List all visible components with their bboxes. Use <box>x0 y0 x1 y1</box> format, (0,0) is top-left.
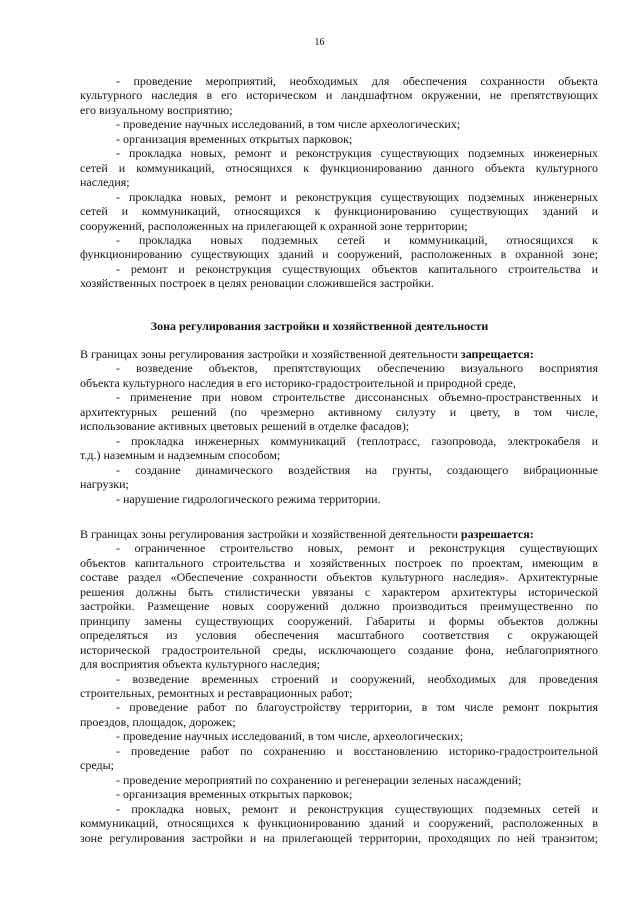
text-line: - прокладка новых подземных сетей и коммуникаций, относящихся к <box>116 232 598 247</box>
text-line: коммуникаций, относящихся к функционированию зданий и сооружений, расположенных в <box>80 816 598 831</box>
text-line: - проведение научных исследований, в том числе, археологических; <box>116 729 464 744</box>
intro-text: В границах зоны регулирования застройки и хозяйственной деятельности <box>80 347 461 361</box>
text-line: - проведение работ по сохранению и восстановлению историко-градостроительной <box>116 743 598 758</box>
text-line: наследия; <box>80 175 130 190</box>
text-line: решения должны быть стилистически увязаны с характером архитектуры исторической <box>80 584 598 599</box>
text-line: - применение при новом строительстве диссонансных объемно-пространственных и <box>116 390 598 405</box>
text-line: хозяйственных построек в целях реновации сложившейся застройки. <box>80 276 434 291</box>
text-line: - прокладка инженерных коммуникаций (теплотрасс, газопровода, электрокабеля и <box>116 433 598 448</box>
section-heading: Зона регулирования застройки и хозяйственной деятельности <box>150 319 489 333</box>
text-line: объектов капитального строительства и хозяйственных построек по проектам, имеющим в <box>80 555 598 570</box>
text-line: архитектурных решений (по чрезмерно активному силуэту и цвету, в том числе, <box>80 404 598 419</box>
intro-line <box>80 347 598 361</box>
text-line: сетей и коммуникаций, относящихся к функционированию данного объекта культурного <box>80 160 598 175</box>
text-line: - возведение объектов, препятствующих обеспечению визуального восприятия <box>116 361 598 376</box>
section-1-text <box>80 74 598 291</box>
text-line: среды; <box>80 758 114 773</box>
text-line: сетей и коммуникаций, относящихся к функционированию существующих зданий и <box>80 204 598 219</box>
text-line: функционированию существующих зданий и сооружений, расположенных в охранной зоне; <box>80 247 598 262</box>
text-line: - возведение временных строений и сооружений, необходимых для проведения <box>116 671 598 686</box>
intro-line <box>80 527 598 541</box>
section-3-text <box>80 527 598 845</box>
text-line: культурного наследия в его историческом и ландшафтном окружении, не препятствующих <box>80 88 598 103</box>
text-line: зоне регулирования застройки и на прилегающей территории, проходящих по ней транзитом; <box>80 830 598 845</box>
text-line: для восприятия объекта культурного наследия; <box>80 657 320 672</box>
text-line: - нарушение гидрологического режима территории. <box>116 491 381 506</box>
text-line: - организация временных открытых парковок; <box>116 131 353 146</box>
intro-keyword: запрещается: <box>460 347 534 361</box>
text-line: - прокладка новых, ремонт и реконструкция существующих подземных сетей и <box>116 801 598 816</box>
text-line: - проведение мероприятий по сохранению и регенерации зеленых насаждений; <box>116 772 522 787</box>
text-line: объекта культурного наследия в его историко-градостроительной и природной среде, <box>80 375 516 390</box>
text-line: - организация временных открытых парковок; <box>116 787 353 802</box>
text-line: - проведение работ по благоустройству территории, в том числе ремонт покрытия <box>116 700 598 715</box>
section-2-text <box>80 347 598 506</box>
text-line: проездов, площадок, дорожек; <box>80 714 236 729</box>
text-line: принципу замены существующих сооружений. Габариты и формы объектов должны <box>80 613 598 628</box>
text-line: - ремонт и реконструкция существующих объектов капитального строительства и <box>116 261 598 276</box>
intro-text: В границах зоны регулирования застройки и хозяйственной деятельности <box>80 527 461 541</box>
text-line: т.д.) наземным и надземным способом; <box>80 448 281 463</box>
text-line: строительных, ремонтных и реставрационных работ; <box>80 685 353 700</box>
text-line: исторической градостроительной среды, исключающего создание фона, неблагоприятного <box>80 642 598 657</box>
text-line: застройки. Размещение новых сооружений должно производиться преимущественно по <box>80 599 598 614</box>
text-line: его визуальному восприятию; <box>80 102 233 117</box>
text-line: - ограниченное строительство новых, ремонт и реконструкция существующих <box>116 541 598 556</box>
text-line: - проведение мероприятий, необходимых для обеспечения сохранности объекта <box>116 74 598 88</box>
text-line: сооружений, расположенных на прилегающей к охранной зоне территории; <box>80 218 468 233</box>
text-line: нагрузки; <box>80 477 129 492</box>
text-line: - проведение научных исследований, в том числе археологических; <box>116 117 461 132</box>
page-number: 16 <box>314 37 325 48</box>
text-line: использование активных цветовых решений в отделке фасадов); <box>80 419 410 434</box>
text-line: составе раздел «Обеспечение сохранности объектов культурного наследия». Архитектурные <box>80 570 598 585</box>
text-line: - создание динамического воздействия на грунты, создающего вибрационные <box>116 462 598 477</box>
text-line: определяться из условия обеспечения масштабного соответствия с окружающей <box>80 628 598 643</box>
text-line: - прокладка новых, ремонт и реконструкция существующих подземных инженерных <box>116 189 598 204</box>
intro-keyword: разрешается: <box>460 527 534 541</box>
text-line: - прокладка новых, ремонт и реконструкция существующих подземных инженерных <box>116 146 598 161</box>
